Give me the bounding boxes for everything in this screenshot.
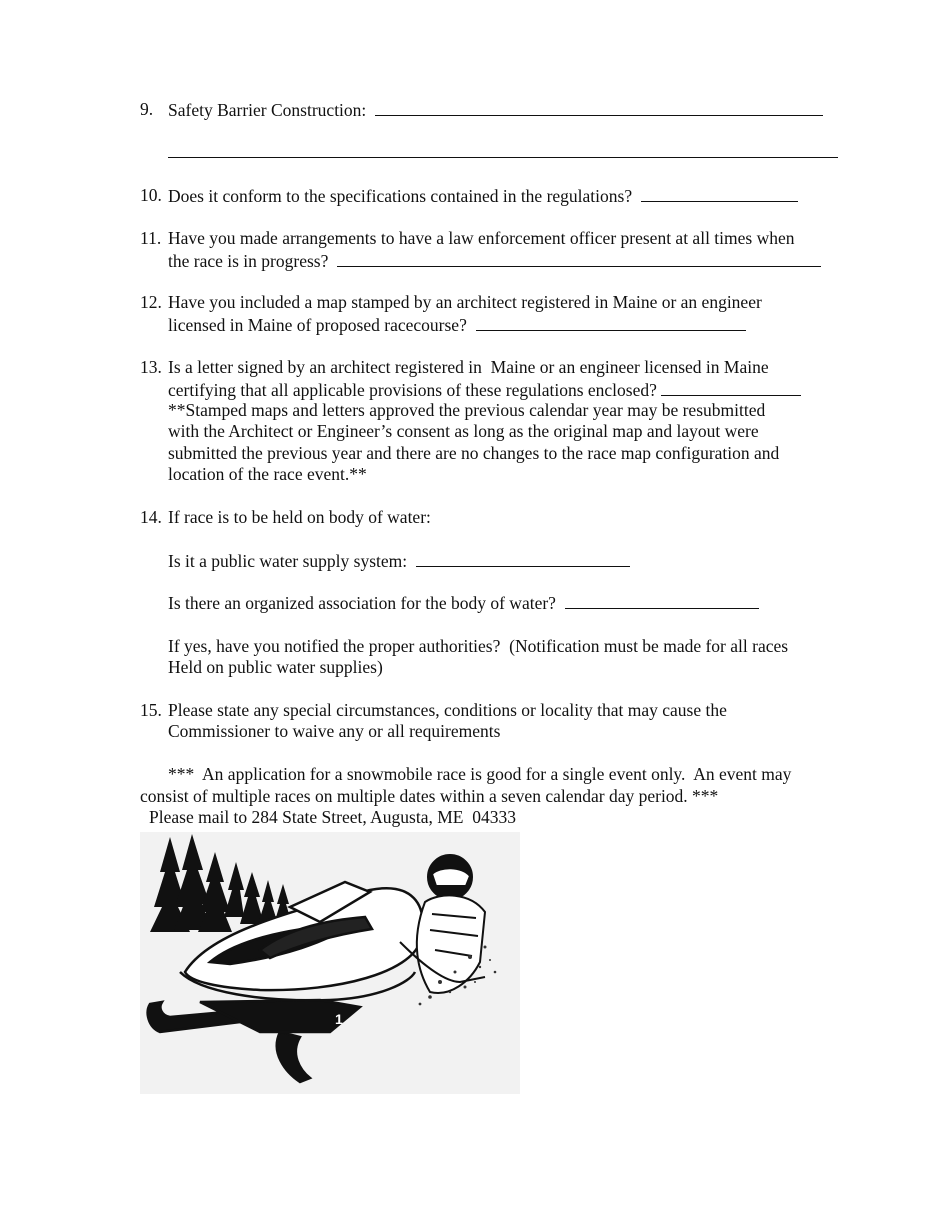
public-water-question: Is it a public water supply system: xyxy=(168,550,630,573)
item-10-question: Does it conform to the specifications contained in the regulations? xyxy=(168,185,798,208)
item-12-line-2: licensed in Maine of proposed racecourse? xyxy=(168,314,746,337)
safety-barrier-answer-line[interactable] xyxy=(375,99,823,116)
item-9-number: 9. xyxy=(140,99,154,119)
item-9-question: Safety Barrier Construction: xyxy=(168,99,823,122)
notice-line-2: consist of multiple races on multiple dates within a seven calendar day period. *** xyxy=(140,786,719,806)
item-10-number: 10. xyxy=(140,185,162,205)
association-answer-line[interactable] xyxy=(565,592,759,609)
item-14-number: 14. xyxy=(140,507,162,527)
item-14-question: If race is to be held on body of water: xyxy=(168,507,431,527)
association-question: Is there an organized association for the body of water? xyxy=(168,592,759,615)
item-13-line-3: **Stamped maps and letters approved the previous calendar year may be resubmitted xyxy=(168,400,766,420)
public-water-answer-line[interactable] xyxy=(416,550,630,567)
item-15-line-1: Please state any special circumstances, conditions or locality that may cause the xyxy=(168,700,727,720)
item-13-line-4: with the Architect or Engineer’s consent as long as the original map and layout were xyxy=(168,421,759,441)
letter-answer-line[interactable] xyxy=(661,379,801,396)
item-13-line-1: Is a letter signed by an architect registered in Maine or an engineer licensed in Maine xyxy=(168,357,769,377)
item-15-number: 15. xyxy=(140,700,162,720)
item-11-number: 11. xyxy=(140,228,162,248)
item-11-line-1: Have you made arrangements to have a law enforcement officer present at all times when xyxy=(168,228,795,248)
item-13-number: 13. xyxy=(140,357,162,377)
law-enforcement-answer-line[interactable] xyxy=(337,250,821,267)
item-12-number: 12. xyxy=(140,292,162,312)
item-9-second-line[interactable] xyxy=(168,141,838,164)
notified-line-1: If yes, have you notified the proper authorities? (Notification must be made for all races xyxy=(168,636,789,656)
item-12-line-1: Have you included a map stamped by an architect registered in Maine or an engineer xyxy=(168,292,762,312)
item-13-line-2: certifying that all applicable provisions of these regulations enclosed? xyxy=(168,379,801,402)
conform-answer-line[interactable] xyxy=(641,185,798,202)
item-13-line-5: submitted the previous year and there are no changes to the race map configuration and xyxy=(168,443,780,463)
notice-line-1: *** An application for a snowmobile race is good for a single event only. An event may xyxy=(168,764,792,784)
map-answer-line[interactable] xyxy=(476,314,746,331)
item-11-line-2: the race is in progress? xyxy=(168,250,821,273)
mailing-address: Please mail to 284 State Street, Augusta, ME 04333 xyxy=(149,807,516,827)
race-number: 1 xyxy=(335,1011,343,1027)
item-15-line-2: Commissioner to waive any or all requirements xyxy=(168,721,501,741)
item-13-line-6: location of the race event.** xyxy=(168,464,367,484)
notified-line-2: Held on public water supplies) xyxy=(168,657,383,677)
snowmobile-racer-illustration xyxy=(140,832,520,1094)
